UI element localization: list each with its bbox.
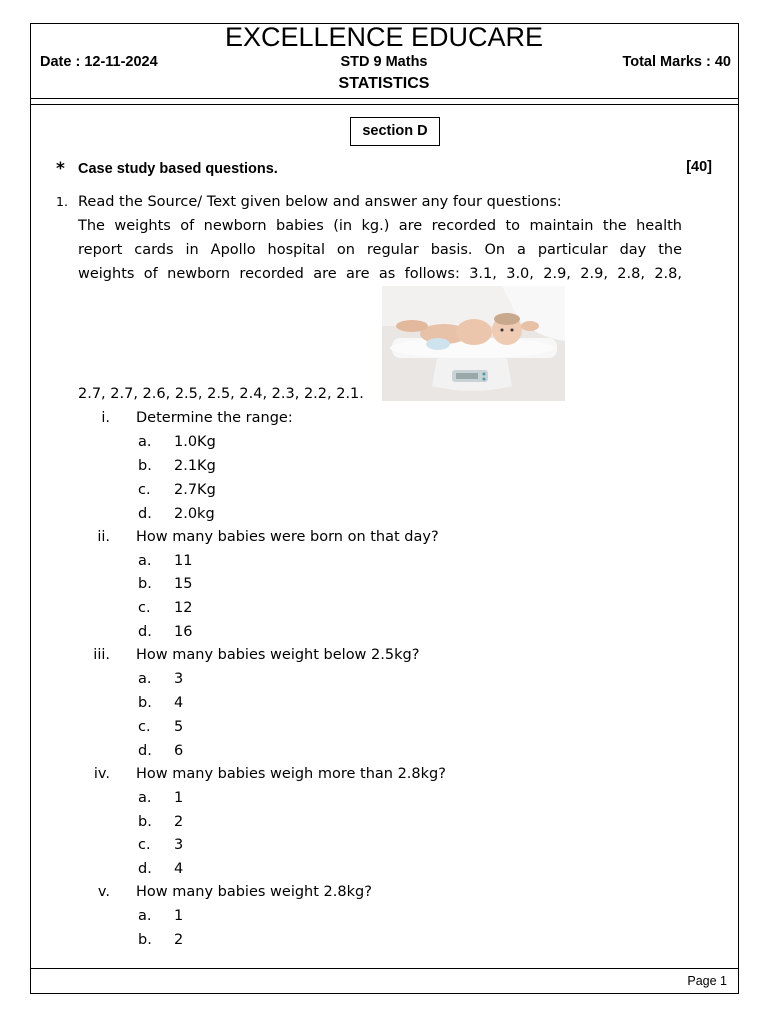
- option-text: 15: [174, 576, 193, 592]
- standard-label: STD 9 Maths: [340, 54, 428, 70]
- subquestion-number: ii.: [97, 529, 110, 545]
- option-letter: b.: [138, 932, 152, 948]
- option-letter: c.: [138, 837, 151, 853]
- option-letter: b.: [138, 814, 152, 830]
- option-letter: d.: [138, 506, 152, 522]
- option-letter: a.: [138, 908, 152, 924]
- option-text: 11: [174, 553, 193, 569]
- bullet-star: *: [56, 159, 65, 179]
- option-text: 6: [174, 743, 184, 759]
- header-divider-bottom: [30, 104, 739, 105]
- option-text: 1: [174, 790, 184, 806]
- option-letter: a.: [138, 553, 152, 569]
- option-letter: a.: [138, 790, 152, 806]
- subquestion-text: How many babies weigh more than 2.8kg?: [136, 766, 446, 782]
- option-text: 12: [174, 600, 193, 616]
- option-letter: c.: [138, 600, 151, 616]
- option-text: 2: [174, 814, 184, 830]
- option-text: 4: [174, 861, 184, 877]
- subquestion-number: iv.: [93, 766, 110, 782]
- baby-on-scale-image: [382, 286, 565, 401]
- option-text: 2.0kg: [174, 506, 215, 522]
- question-paragraph: [78, 190, 682, 286]
- option-letter: d.: [138, 743, 152, 759]
- paragraph-line: report cards in Apollo hospital on regular basis. On a particular day the: [78, 242, 682, 258]
- header-divider-top: [30, 98, 739, 99]
- section-label: section D: [350, 117, 440, 146]
- option-text: 2.1Kg: [174, 458, 216, 474]
- subquestion-number: i.: [101, 410, 110, 426]
- option-text: 3: [174, 671, 184, 687]
- paragraph-line: The weights of newborn babies (in kg.) are recorded to maintain the health: [78, 218, 682, 234]
- section-marks: [40]: [686, 159, 712, 175]
- paragraph-line: weights of newborn recorded are are as follows: 3.1, 3.0, 2.9, 2.9, 2.8, 2.8,: [78, 266, 682, 282]
- paragraph-last-line: 2.7, 2.7, 2.6, 2.5, 2.5, 2.4, 2.3, 2.2, 2.1.: [78, 386, 364, 402]
- option-text: 2.7Kg: [174, 482, 216, 498]
- option-text: 1.0Kg: [174, 434, 216, 450]
- option-letter: b.: [138, 576, 152, 592]
- subquestion-number: iii.: [93, 647, 110, 663]
- paragraph-line: Read the Source/ Text given below and answer any four questions:: [78, 194, 562, 210]
- option-text: 2: [174, 932, 184, 948]
- subquestion-text: How many babies were born on that day?: [136, 529, 439, 545]
- option-text: 3: [174, 837, 184, 853]
- option-letter: a.: [138, 671, 152, 687]
- option-letter: d.: [138, 861, 152, 877]
- subquestion-text: Determine the range:: [136, 410, 293, 426]
- footer-divider: [30, 968, 739, 969]
- page-number: Page 1: [687, 974, 727, 988]
- exam-date: Date : 12-11-2024: [40, 54, 158, 70]
- option-letter: c.: [138, 719, 151, 735]
- school-title: EXCELLENCE EDUCARE: [224, 22, 544, 52]
- option-text: 4: [174, 695, 184, 711]
- option-letter: c.: [138, 482, 151, 498]
- option-text: 5: [174, 719, 184, 735]
- subquestion-number: v.: [97, 884, 110, 900]
- option-text: 1: [174, 908, 184, 924]
- subquestion-text: How many babies weight 2.8kg?: [136, 884, 372, 900]
- option-letter: d.: [138, 624, 152, 640]
- option-letter: a.: [138, 434, 152, 450]
- subject-title: STATISTICS: [338, 75, 430, 92]
- option-letter: b.: [138, 458, 152, 474]
- option-text: 16: [174, 624, 193, 640]
- subquestion-text: How many babies weight below 2.5kg?: [136, 647, 420, 663]
- total-marks: Total Marks : 40: [622, 54, 731, 70]
- question-number: 1.: [56, 194, 68, 209]
- section-heading: Case study based questions.: [78, 161, 278, 177]
- option-letter: b.: [138, 695, 152, 711]
